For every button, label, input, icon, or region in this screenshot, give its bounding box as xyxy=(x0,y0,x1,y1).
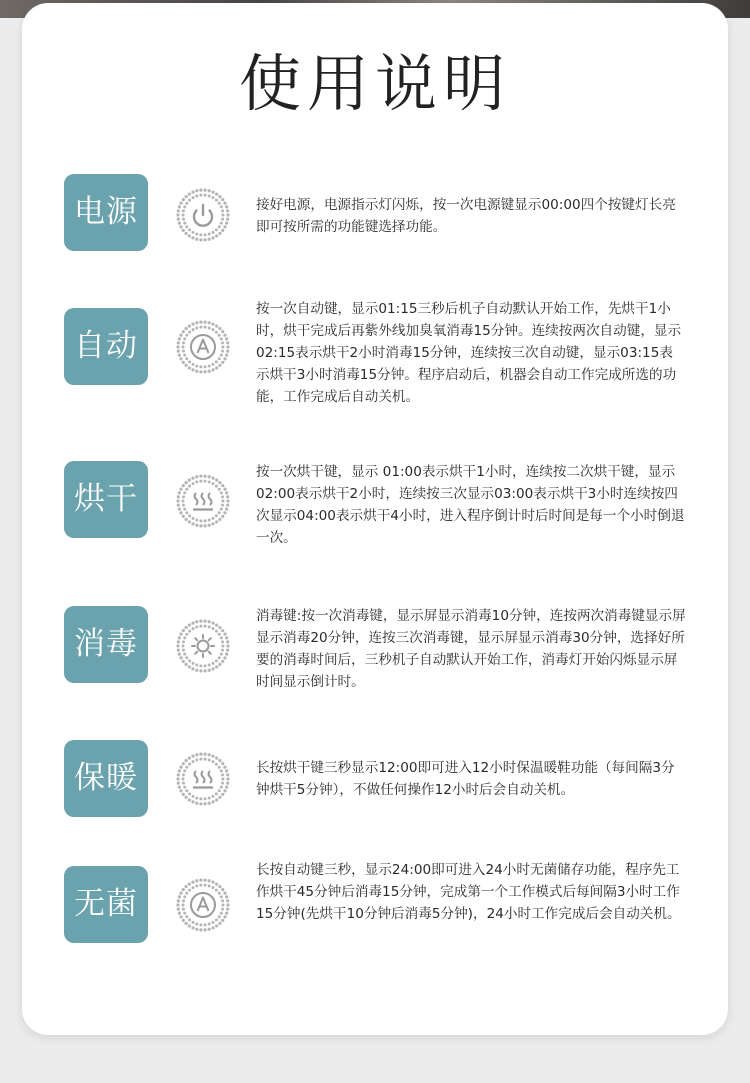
label-badge-auto: 自动 xyxy=(64,308,148,385)
description-power: 接好电源，电源指示灯闪烁，按一次电源键显示00:00四个按键灯长亮即可按所需的功能键选择功能。 xyxy=(256,197,676,235)
sterilize-icon xyxy=(174,617,232,675)
label-badge-sterilize: 消毒 xyxy=(64,606,148,683)
power-icon xyxy=(174,186,232,244)
description-drying: 按一次烘干键，显示 01:00表示烘干1小时，连续按二次烘干键，显示02:00表示烘干2小时，连续按三次显示03:00表示烘干3小时连续按四次显示04:00表示烘干4小时，进入程序倒计时后时间是每一个小时倒退一次。 xyxy=(256,464,685,546)
auto-icon xyxy=(174,318,232,376)
description-auto: 按一次自动键，显示01:15三秒后机子自动默认开始工作，先烘干1小时，烘干完成后再紫外线加臭氧消毒15分钟。连续按两次自动键，显示02:15表示烘干2小时消毒15分钟，连续按三次自动键，显示03:15表示烘干3小时消毒15分钟。程序启动后，机器会自动工作完成所选的功能，工作完成后自动关机。 xyxy=(256,301,682,405)
description-sterile: 长按自动键三秒，显示24:00即可进入24小时无菌储存功能，程序先工作烘干45分钟后消毒15分钟，完成第一个工作模式后每间隔3小时工作15分钟(先烘干10分钟后消毒5分钟)，24小时工作完成后会自动关机。 xyxy=(256,862,681,922)
auto-icon xyxy=(174,876,232,934)
drying-icon xyxy=(174,472,232,530)
label-badge-drying: 烘干 xyxy=(64,461,148,538)
description-warming: 长按烘干键三秒显示12:00即可进入12小时保温暖鞋功能（每间隔3分钟烘干5分钟），不做任何操作12小时后会自动关机。 xyxy=(256,760,675,798)
warming-icon xyxy=(174,750,232,808)
description-sterilize: 消毒键:按一次消毒键，显示屏显示消毒10分钟，连按两次消毒键显示屏显示消毒20分钟，连按三次消毒键，显示屏显示消毒30分钟，选择好所要的消毒时间后，三秒机子自动默认开始工作，消毒灯开始闪烁显示屏时间显示倒计时。 xyxy=(256,608,686,690)
page-title: 使用说明 xyxy=(238,47,511,120)
label-badge-warming: 保暖 xyxy=(64,740,148,817)
label-badge-power: 电源 xyxy=(64,174,148,251)
label-badge-sterile: 无菌 xyxy=(64,866,148,943)
